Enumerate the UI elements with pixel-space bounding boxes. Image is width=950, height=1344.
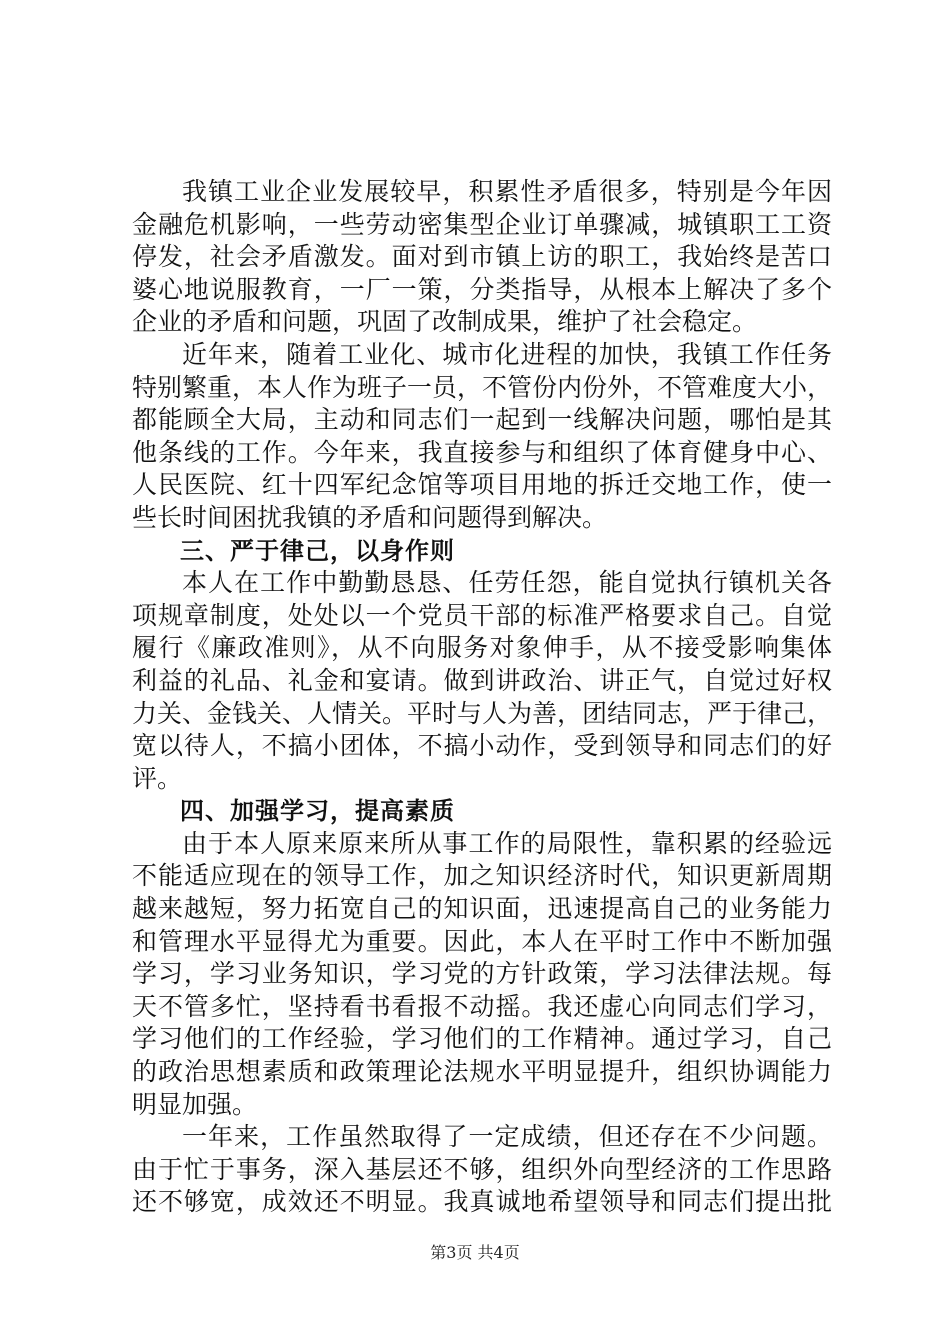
text-line: 天不管多忙，坚持看书看报不动摇。我还虚心向同志们学习， bbox=[132, 991, 832, 1021]
section-heading: 三、严于律己，以身作则 bbox=[180, 536, 455, 565]
text-line: 越来越短，努力拓宽自己的知识面，迅速提高自己的业务能力 bbox=[132, 894, 832, 924]
text-line: 利益的礼品、礼金和宴请。做到讲政治、讲正气，自觉过好权 bbox=[132, 665, 832, 695]
text-line: 学习，学习业务知识，学习党的方针政策，学习法律法规。每 bbox=[132, 959, 832, 989]
text-line: 停发，社会矛盾激发。面对到市镇上访的职工，我始终是苦口 bbox=[132, 242, 832, 272]
text-line: 都能顾全大局，主动和同志们一起到一线解决问题，哪怕是其 bbox=[132, 405, 832, 435]
text-line: 本人在工作中勤勤恳恳、任劳任怨，能自觉执行镇机关各 bbox=[182, 568, 832, 598]
text-line: 和管理水平显得尤为重要。因此，本人在平时工作中不断加强 bbox=[132, 926, 832, 956]
text-line: 的政治思想素质和政策理论法规水平明显提升，组织协调能力 bbox=[132, 1057, 832, 1087]
text-line: 些长时间困扰我镇的矛盾和问题得到解决。 bbox=[132, 502, 608, 532]
text-line: 由于忙于事务，深入基层还不够，组织外向型经济的工作思路 bbox=[132, 1154, 832, 1184]
text-line: 我镇工业企业发展较早，积累性矛盾很多，特别是今年因 bbox=[182, 177, 832, 206]
section-heading: 四、加强学习，提高素质 bbox=[180, 797, 455, 826]
text-line: 由于本人原来原来所从事工作的局限性，靠积累的经验远 bbox=[182, 828, 832, 858]
text-line: 学习他们的工作经验，学习他们的工作精神。通过学习，自己 bbox=[132, 1024, 832, 1054]
text-line: 宽以待人，不搞小团体，不搞小动作，受到领导和同志们的好 bbox=[132, 731, 832, 761]
text-line: 不能适应现在的领导工作，加之知识经济时代，知识更新周期 bbox=[132, 861, 832, 891]
text-line: 力关、金钱关、人情关。平时与人为善，团结同志，严于律己， bbox=[132, 698, 832, 728]
document-body bbox=[132, 176, 832, 1219]
text-line: 项规章制度，处处以一个党员干部的标准严格要求自己。自觉 bbox=[132, 600, 832, 630]
page-footer: 第3页 共4页 bbox=[430, 1243, 520, 1262]
text-line: 他条线的工作。今年来，我直接参与和组织了体育健身中心、 bbox=[132, 437, 832, 467]
text-line: 近年来，随着工业化、城市化进程的加快，我镇工作任务 bbox=[182, 339, 832, 369]
text-line: 金融危机影响，一些劳动密集型企业订单骤减，城镇职工工资 bbox=[132, 209, 832, 239]
text-line: 明显加强。 bbox=[132, 1089, 258, 1119]
text-line: 人民医院、红十四军纪念馆等项目用地的拆迁交地工作，使一 bbox=[132, 470, 832, 500]
text-line: 还不够宽，成效还不明显。我真诚地希望领导和同志们提出批 bbox=[132, 1187, 832, 1217]
text-line: 婆心地说服教育，一厂一策，分类指导，从根本上解决了多个 bbox=[132, 274, 832, 304]
text-line: 特别繁重，本人作为班子一员，不管份内份外，不管难度大小， bbox=[132, 372, 832, 402]
text-line: 履行《廉政准则》，从不向服务对象伸手，从不接受影响集体 bbox=[132, 633, 832, 663]
text-line: 评。 bbox=[132, 763, 183, 793]
text-line: 企业的矛盾和问题，巩固了改制成果，维护了社会稳定。 bbox=[132, 307, 758, 337]
text-line: 一年来，工作虽然取得了一定成绩，但还存在不少问题。 bbox=[182, 1122, 832, 1152]
